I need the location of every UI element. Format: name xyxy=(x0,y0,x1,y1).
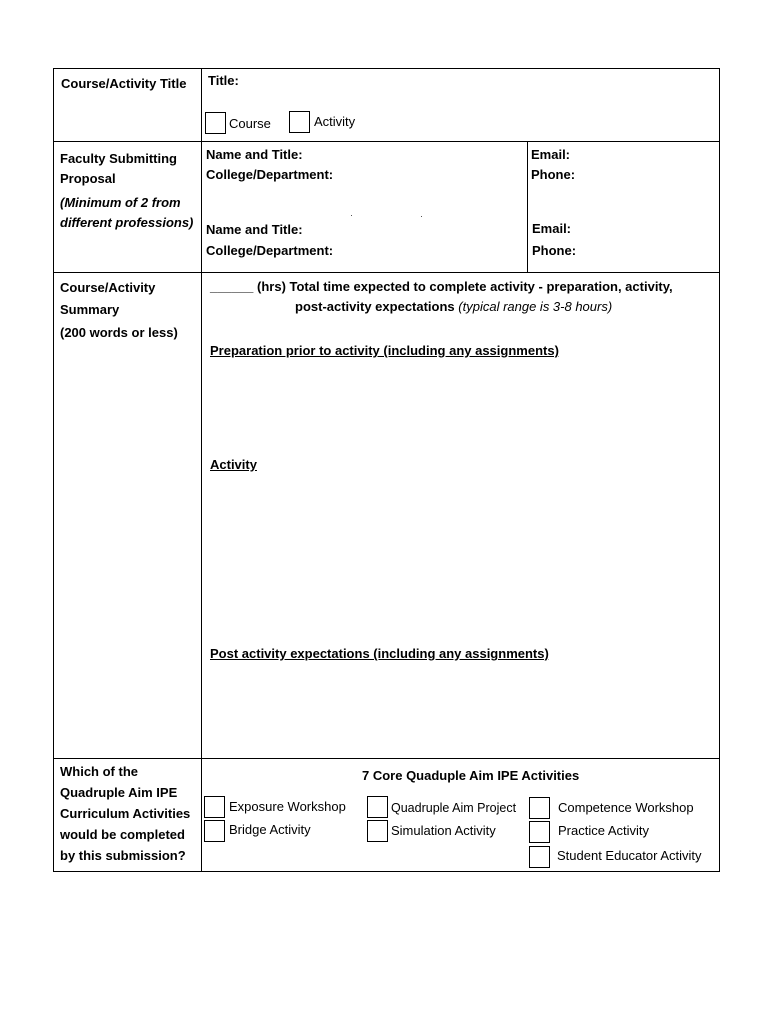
course-activity-title-label: Course/Activity Title xyxy=(61,76,187,91)
hours-line2 xyxy=(295,297,612,317)
row-divider xyxy=(53,141,720,142)
preparation-heading: Preparation prior to activity (including any assignments) xyxy=(210,343,559,358)
core-activities-heading: 7 Core Quaduple Aim IPE Activities xyxy=(362,768,580,783)
title-field-label[interactable]: Title: xyxy=(208,73,239,88)
column-divider xyxy=(201,68,202,871)
hours-line2-text: post-activity expectations xyxy=(295,299,455,314)
exposure-workshop-checkbox[interactable] xyxy=(204,796,225,818)
faculty2-college-department-label[interactable]: College/Department: xyxy=(206,243,334,258)
curriculum-label-line3: Curriculum Activities xyxy=(60,806,191,821)
activity-option-label: Activity xyxy=(314,114,356,129)
exposure-workshop-label: Exposure Workshop xyxy=(229,799,346,814)
table-border-left xyxy=(53,68,54,871)
hours-label: (hrs) Total time expected to complete activity - preparation, activity, xyxy=(257,279,673,294)
competence-workshop-label: Competence Workshop xyxy=(558,800,694,815)
table-border-top xyxy=(53,68,720,69)
summary-label-line1: Course/Activity xyxy=(60,280,156,295)
practice-activity-checkbox[interactable] xyxy=(529,821,550,843)
faculty-column-divider xyxy=(527,141,528,272)
practice-activity-label: Practice Activity xyxy=(558,823,650,838)
faculty1-name-title-label[interactable]: Name and Title: xyxy=(206,147,303,162)
hours-blank[interactable]: ______ xyxy=(210,279,254,294)
bridge-activity-checkbox[interactable] xyxy=(204,820,225,842)
faculty1-email-label[interactable]: Email: xyxy=(531,147,571,162)
table-border-right xyxy=(719,68,720,871)
faculty-note-line1: (Minimum of 2 from xyxy=(60,195,181,210)
post-activity-heading: Post activity expectations (including any assignments) xyxy=(210,646,549,661)
quadruple-aim-project-label: Quadruple Aim Project xyxy=(391,801,517,815)
faculty-label-line1: Faculty Submitting xyxy=(60,151,177,166)
activity-heading: Activity xyxy=(210,457,257,472)
curriculum-label-line4: would be completed xyxy=(60,827,185,842)
faculty2-email-label[interactable]: Email: xyxy=(532,221,572,236)
hours-range-note: (typical range is 3-8 hours) xyxy=(458,299,613,314)
quadruple-aim-project-checkbox[interactable] xyxy=(367,796,388,818)
course-checkbox[interactable] xyxy=(205,112,226,134)
student-educator-activity-checkbox[interactable] xyxy=(529,846,550,868)
row-divider xyxy=(53,272,720,273)
summary-label-line2: Summary xyxy=(60,302,120,317)
simulation-activity-label: Simulation Activity xyxy=(391,823,496,838)
curriculum-label-line1: Which of the xyxy=(60,764,138,779)
simulation-activity-checkbox[interactable] xyxy=(367,820,388,842)
faculty1-college-department-label[interactable]: College/Department: xyxy=(206,167,334,182)
row-divider xyxy=(53,758,720,759)
summary-label-line3: (200 words or less) xyxy=(60,325,178,340)
curriculum-label-line5: by this submission? xyxy=(60,848,186,863)
stray-mark xyxy=(351,215,352,216)
curriculum-label-line2: Quadruple Aim IPE xyxy=(60,785,178,800)
table-border-bottom xyxy=(53,871,720,872)
hours-line1 xyxy=(210,277,673,297)
bridge-activity-label: Bridge Activity xyxy=(229,822,311,837)
faculty-note-line2: different professions) xyxy=(60,215,194,230)
faculty2-name-title-label[interactable]: Name and Title: xyxy=(206,222,303,237)
competence-workshop-checkbox[interactable] xyxy=(529,797,550,819)
activity-checkbox[interactable] xyxy=(289,111,310,133)
stray-mark xyxy=(421,216,422,217)
student-educator-activity-label: Student Educator Activity xyxy=(557,848,702,863)
faculty-label-line2: Proposal xyxy=(60,171,116,186)
faculty1-phone-label[interactable]: Phone: xyxy=(531,167,576,182)
course-option-label: Course xyxy=(229,116,271,131)
faculty2-phone-label[interactable]: Phone: xyxy=(532,243,577,258)
